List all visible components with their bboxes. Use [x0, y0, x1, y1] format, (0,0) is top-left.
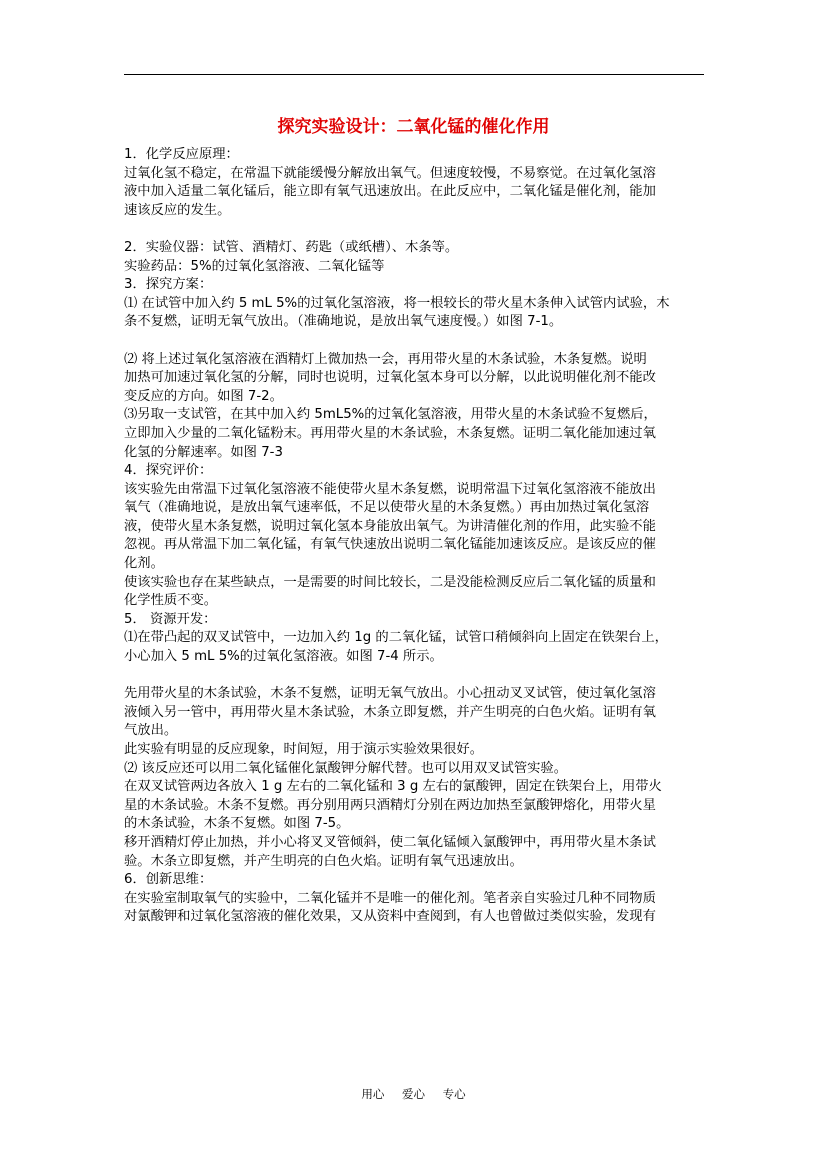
text-line: 化氢的分解速率。如图 7-3	[124, 444, 283, 460]
page-footer: 用心 爱心 专心	[361, 1087, 466, 1101]
text-line: 1．化学反应原理：	[124, 147, 239, 162]
text-line: ⑵ 将上述过氧化氢溶液在酒精灯上微加热一会，再用带火星的木条试验，木条复燃。说明	[124, 351, 647, 367]
text-line: 星的木条试验。木条不复燃。再分别用两只酒精灯分别在两边加热至氯酸钾熔化，用带火星	[124, 797, 656, 813]
text-line: 液倾入另一管中，再用带火星木条试验，木条立即复燃，并产生明亮的白色火焰。证明有氧	[124, 704, 656, 720]
text-line: 立即加入少量的二氧化锰粉末。再用带火星的木条试验，木条复燃。证明二氧化能加速过氧	[124, 425, 656, 441]
text-line: 3．探究方案：	[124, 277, 213, 293]
text-line: 液中加入适量二氧化锰后，能立即有氧气迅速放出。在此反应中，二氧化锰是催化剂，能加	[124, 184, 656, 200]
text-line: 4．探究评价：	[124, 463, 213, 479]
text-line: 速该反应的发生。	[124, 202, 231, 218]
text-line: 小心加入 5 mL 5%的过氧化氢溶液。如图 7-4 所示。	[124, 649, 443, 665]
text-line: 氧气（准确地说，是放出氧气速率低，不足以使带火星的木条复燃。）再由加热过氧化氢溶	[124, 500, 650, 516]
text-line: 在双叉试管两边各放入 1 g 左右的二氧化锰和 3 g 左右的氯酸钾，固定在铁架台上，用带火	[124, 779, 662, 795]
blank-line	[124, 332, 708, 351]
text-line: 验。木条立即复燃，并产生明亮的白色火焰。证明有氧气迅速放出。	[124, 853, 523, 869]
text-line: 化剂。	[124, 556, 164, 572]
text-line: ⑵ 该反应还可以用二氧化锰催化氯酸钾分解代替。也可以用双叉试管实验。	[124, 760, 568, 776]
document-body	[124, 146, 708, 927]
text-line: 在实验室制取氧气的实验中，二氧化锰并不是唯一的催化剂。笔者亲自实验过几种不同物质	[124, 890, 656, 906]
text-line: 过氧化氢不稳定，在常温下就能缓慢分解放出氧气。但速度较慢，不易察觉。在过氧化氢溶	[124, 165, 656, 181]
text-line: 5． 资源开发：	[124, 611, 217, 627]
document-title: 探究实验设计：二氧化锰的催化作用	[277, 117, 550, 137]
text-line: 的木条试验，木条不复燃。如图 7-5。	[124, 816, 350, 832]
blank-line	[124, 220, 708, 239]
text-line: 使该实验也存在某些缺点，一是需要的时间比较长，二是没能检测反应后二氧化锰的质量和	[124, 574, 656, 590]
text-line: ⑴ 在试管中加入约 5 mL 5%的过氧化氢溶液，将一根较长的带火星木条伸入试管内试验，木	[124, 295, 670, 311]
text-line: 忽视。再从常温下加二氧化锰，有氧气快速放出说明二氧化锰能加速该反应。是该反应的催	[124, 537, 656, 553]
blank-line	[124, 667, 708, 686]
text-line: 此实验有明显的反应现象，时间短，用于演示实验效果很好。	[124, 742, 484, 757]
text-line: 条不复燃，证明无氧气放出。（准确地说，是放出氧气速度慢。）如图 7-1。	[124, 314, 563, 330]
text-line: ⑴在带凸起的双叉试管中，一边加入约 1g 的二氧化锰，试管口稍倾斜向上固定在铁架台上，	[124, 630, 668, 646]
text-line: 变反应的方向。如图 7-2。	[124, 388, 283, 404]
text-line: 先用带火星的木条试验，木条不复燃，证明无氧气放出。小心扭动叉叉试管，使过氧化氢溶	[124, 686, 656, 702]
text-line: 加热可加速过氧化氢的分解，同时也说明，过氧化氢本身可以分解，以此说明催化剂不能改	[124, 370, 656, 386]
text-line: 气放出。	[124, 723, 178, 739]
text-line: 实验药品：5%的过氧化氢溶液、二氧化锰等	[124, 258, 385, 274]
text-line: ⑶另取一支试管，在其中加入约 5mL5%的过氧化氢溶液，用带火星的木条试验不复燃后，	[124, 407, 657, 423]
text-line: 对氯酸钾和过氧化氢溶液的催化效果，又从资料中查阅到，有人也曾做过类似实验，发现有	[124, 909, 656, 925]
text-line: 液，使带火星木条复燃，说明过氧化氢本身能放出氧气。为讲清催化剂的作用，此实验不能	[124, 518, 656, 534]
text-line: 移开酒精灯停止加热，并小心将叉叉管倾斜，使二氧化锰倾入氯酸钾中，再用带火星木条试	[124, 834, 656, 850]
text-line: 6．创新思维：	[124, 872, 213, 888]
text-line: 该实验先由常温下过氧化氢溶液不能使带火星木条复燃，说明常温下过氧化氢溶液不能放出	[124, 481, 656, 497]
text-line: 2．实验仪器：试管、酒精灯、药匙（或纸槽）、木条等。	[124, 239, 459, 255]
header-rule	[124, 74, 704, 75]
text-line: 化学性质不变。	[124, 593, 218, 609]
